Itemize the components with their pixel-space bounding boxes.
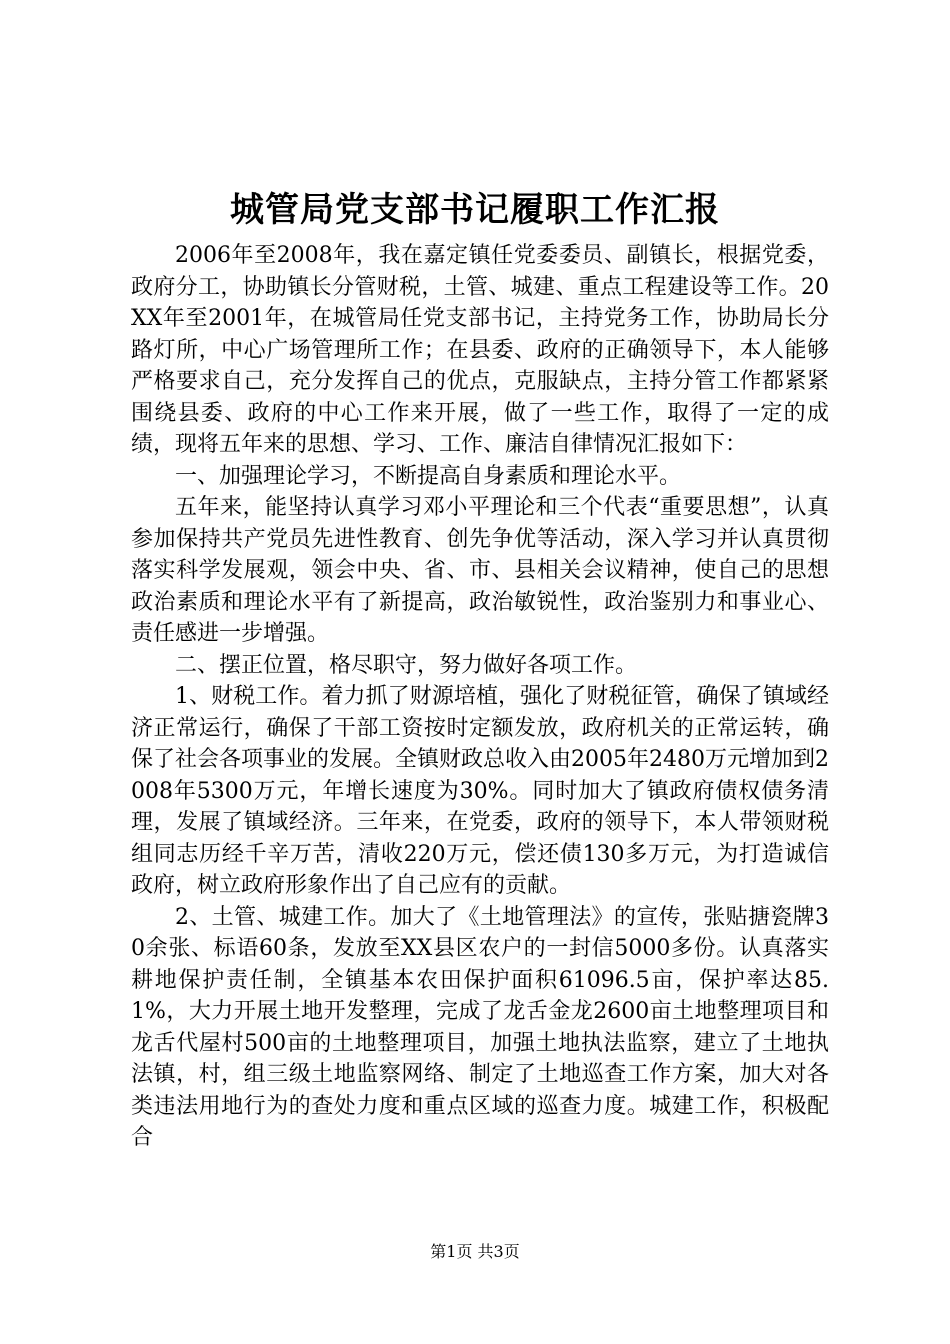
paragraph-land-construction: 2、土管、城建工作。加大了《土地管理法》的宣传，张贴搪瓷牌30余张、标语60条，发放至XX县区农户的一封信5000多份。认真落实耕地保护责任制，全镇基本农田保护面积61096.5亩，保护率达85.1%，大力开展土地开发整理，完成了龙舌金龙2600亩土地整理项目和龙舌代屋村500亩的土地整理项目，加强土地执法监察，建立了土地执法镇，村，组三级土地监察网络、制定了土地巡查工作方案，加大对各类违法用地行为的查处力度和重点区域的巡查力度。城建工作，积极配合	[131, 904, 829, 1150]
paragraph-theory-study: 五年来，能坚持认真学习邓小平理论和三个代表“重要思想”，认真参加保持共产党员先进性教育、创先争优等活动，深入学习并认真贯彻落实科学发展观，领会中央、省、市、县相关会议精神，使自己的思想政治素质和理论水平有了新提高，政治敏锐性，政治鉴别力和事业心、责任感进一步增强。	[131, 495, 829, 646]
document-body	[131, 240, 829, 1154]
paragraph-intro: 2006年至2008年，我在嘉定镇任党委委员、副镇长，根据党委，政府分工，协助镇长分管财税，土管、城建、重点工程建设等工作。20XX年至2001年，在城管局任党支部书记，主持党务工作，协助局长分路灯所，中心广场管理所工作；在县委、政府的正确领导下，本人能够严格要求自己，充分发挥自己的优点，克服缺点，主持分管工作都紧紧围绕县委、政府的中心工作来开展，做了一些工作，取得了一定的成绩，现将五年来的思想、学习、工作、廉洁自律情况汇报如下：	[131, 243, 829, 457]
page-number-footer: 第1页 共3页	[430, 1242, 520, 1261]
heading-section-2: 二、摆正位置，格尽职守，努力做好各项工作。	[175, 652, 638, 678]
heading-section-1: 一、加强理论学习，不断提高自身素质和理论水平。	[175, 463, 682, 489]
paragraph-finance-tax: 1、财税工作。着力抓了财源培植，强化了财税征管，确保了镇域经济正常运行，确保了干部工资按时定额发放，政府机关的正常运转，确保了社会各项事业的发展。全镇财政总收入由2005年2480万元增加到2008年5300万元，年增长速度为30%。同时加大了镇政府债权债务清理，发展了镇域经济。三年来，在党委，政府的领导下，本人带领财税组同志历经千辛万苦，清收220万元，偿还债130多万元，为打造诚信政府，树立政府形象作出了自己应有的贡献。	[131, 684, 829, 898]
document-title: 城管局党支部书记履职工作汇报	[230, 190, 720, 230]
